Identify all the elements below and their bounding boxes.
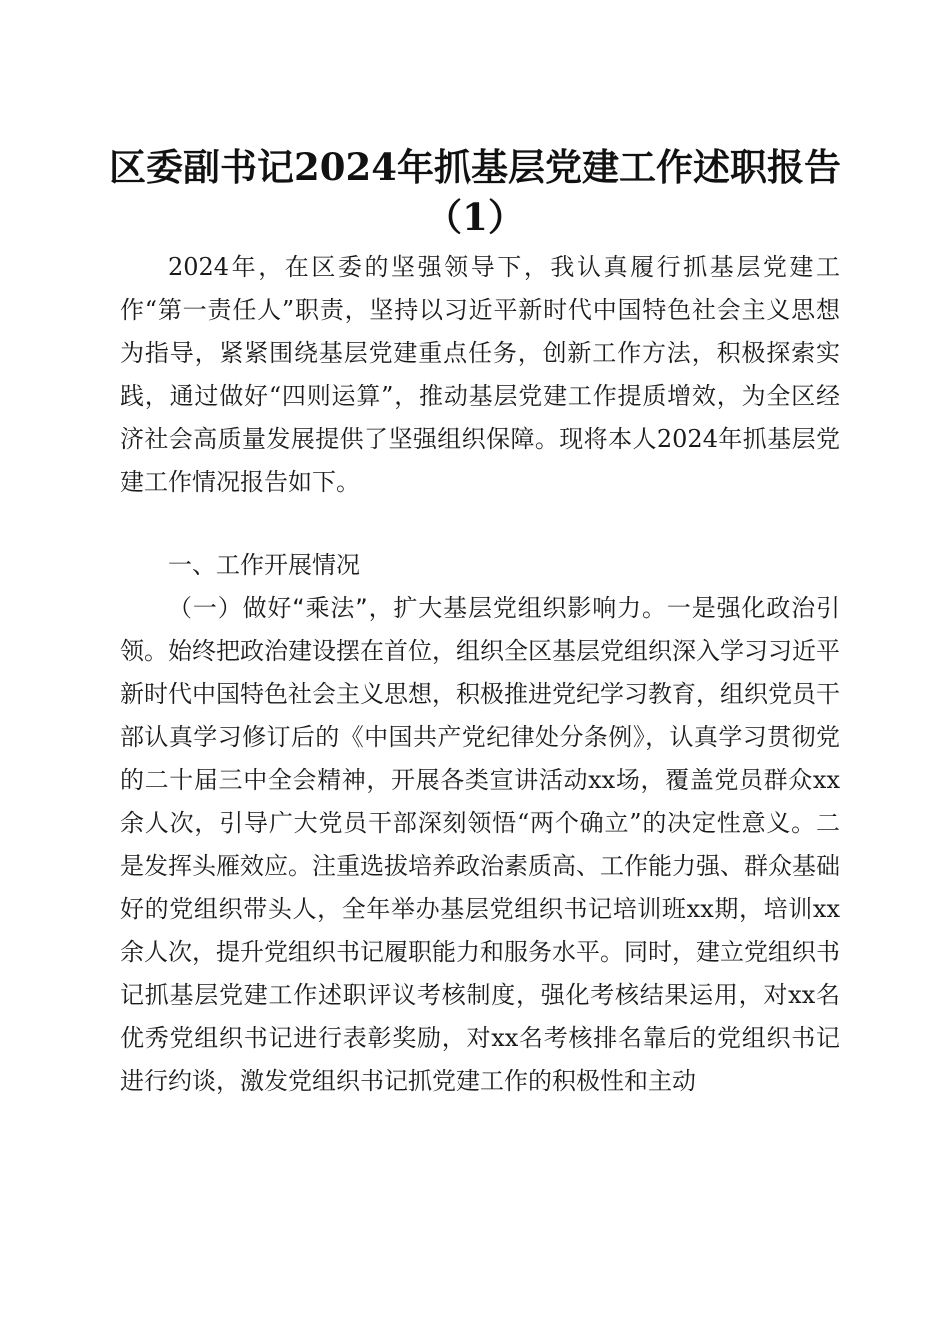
subsection-body: 一是强化政治引领。始终把政治建设摆在首位，组织全区基层党组织深入学习习近平新时代中国特色社会主义思想，积极推进党纪学习教育，组织党员干部认真学习修订后的《中国共产党纪律处分条例》，认真学习贯彻党的二十届三中全会精神，开展各类宣讲活动xx场，覆盖党员群众xx余人次，引导广大党员干部深刻领悟“两个确立”的决定性意义。二是发挥头雁效应。注重选拔培养政治素质高、工作能力强、群众基础好的党组织带头人，全年举办基层党组织书记培训班xx期，培训xx余人次，提升党组织书记履职能力和服务水平。同时，建立党组织书记抓基层党建工作述职评议考核制度，强化考核结果运用，对xx名优秀党组织书记进行表彰奖励，对xx名考核排名靠后的党组织书记进行约谈，激发党组织书记抓党建工作的积极性和主动 xyxy=(120,594,840,1095)
document-title-number: （1） xyxy=(425,195,525,239)
document-title: 区委副书记2024年抓基层党建工作述职报告 xyxy=(109,145,841,189)
intro-paragraph: 2024年，在区委的坚强领导下，我认真履行抓基层党建工作“第一责任人”职责，坚持以习近平新时代中国特色社会主义思想为指导，紧紧围绕基层党建重点任务，创新工作方法，积极探索实践，通过做好“四则运算”，推动基层党建工作提质增效，为全区经济社会高质量发展提供了坚强组织保障。现将本人2024年抓基层党建工作情况报告如下。 xyxy=(120,253,840,496)
subsection-paragraph xyxy=(120,587,840,1103)
section-heading: 一、工作开展情况 xyxy=(168,551,360,579)
subsection-heading: （一）做好“乘法”，扩大基层党组织影响力。 xyxy=(168,594,667,622)
